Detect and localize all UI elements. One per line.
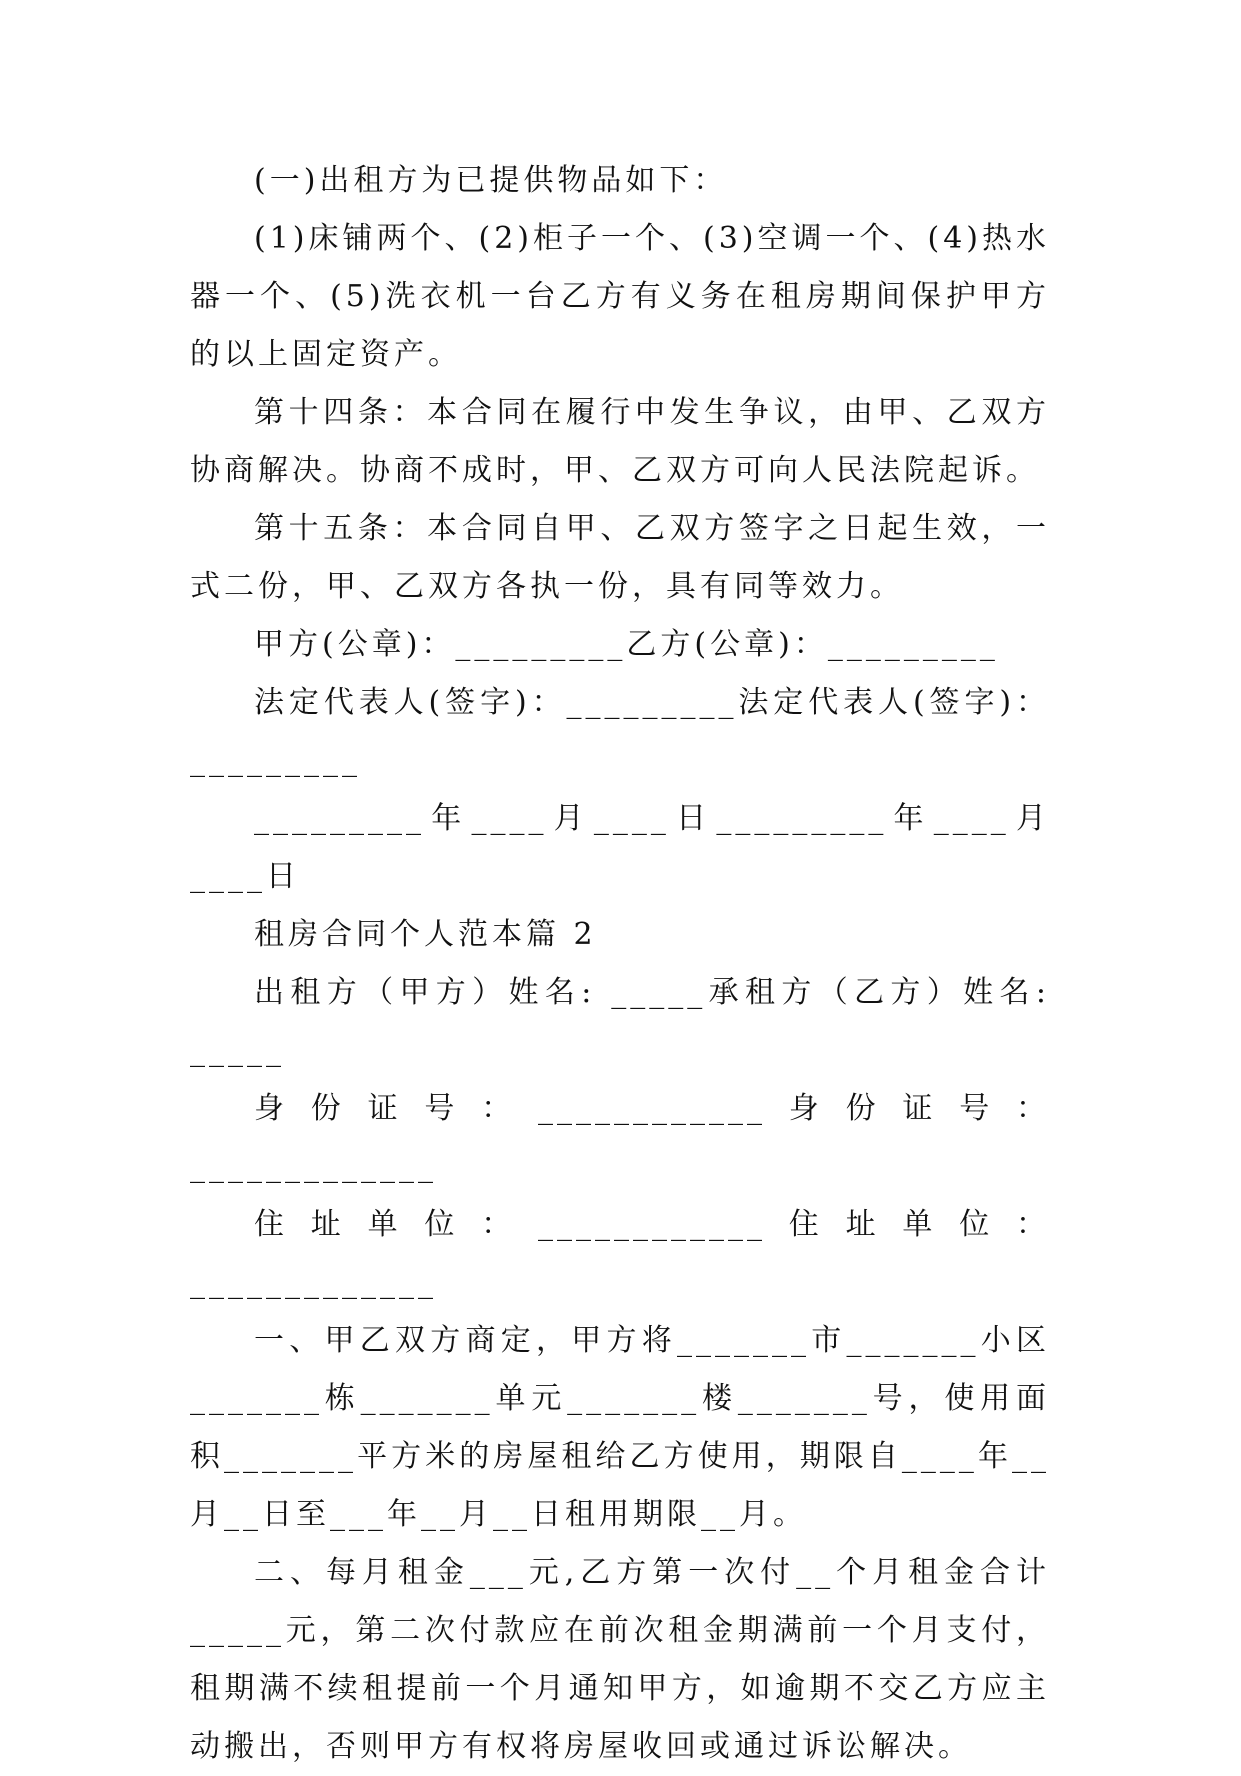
clause-1: 一、甲乙双方商定，甲方将_______市_______小区_______栋_______单元_______楼_______号，使用面积_______平方米的房屋租给乙方使用，期限自____年__月__日至___年__月__日租用期限__月。 bbox=[190, 1323, 1050, 1532]
seal-line: 甲方(公章)：_________乙方(公章)：_________ bbox=[254, 627, 999, 662]
id-number-line: 身份证号：____________身份证号：_____________ bbox=[190, 1091, 1050, 1184]
article-15: 第十五条：本合同自甲、乙双方签字之日起生效，一式二份，甲、乙双方各执一份，具有同等效力。 bbox=[190, 511, 1050, 604]
document-body bbox=[190, 152, 1064, 1776]
signature-line: 法定代表人(签字)：_________法定代表人(签字)：_________ bbox=[190, 685, 1050, 778]
section-title: 租房合同个人范本篇 2 bbox=[254, 917, 597, 952]
clause-2: 二、每月租金___元,乙方第一次付__个月租金合计_____元，第二次付款应在前次租金期满前一个月支付，租期满不续租提前一个月通知甲方，如逾期不交乙方应主动搬出，否则甲方有权将房屋收回或通过诉讼解决。 bbox=[190, 1555, 1050, 1764]
provided-items-heading: (一)出租方为已提供物品如下： bbox=[254, 163, 728, 198]
date-line: _________年____月____日_________年____月____日 bbox=[190, 801, 1050, 894]
parties-names-line: 出租方（甲方）姓名: _____承租方（乙方）姓名: _____ bbox=[190, 975, 1064, 1068]
article-14: 第十四条：本合同在履行中发生争议，由甲、乙双方协商解决。协商不成时，甲、乙双方可向人民法院起诉。 bbox=[190, 395, 1050, 488]
address-line: 住址单位：____________住址单位：_____________ bbox=[190, 1207, 1050, 1300]
provided-items-list: (1)床铺两个、(2)柜子一个、(3)空调一个、(4)热水器一个、(5)洗衣机一台乙方有义务在租房期间保护甲方的以上固定资产。 bbox=[190, 221, 1050, 372]
